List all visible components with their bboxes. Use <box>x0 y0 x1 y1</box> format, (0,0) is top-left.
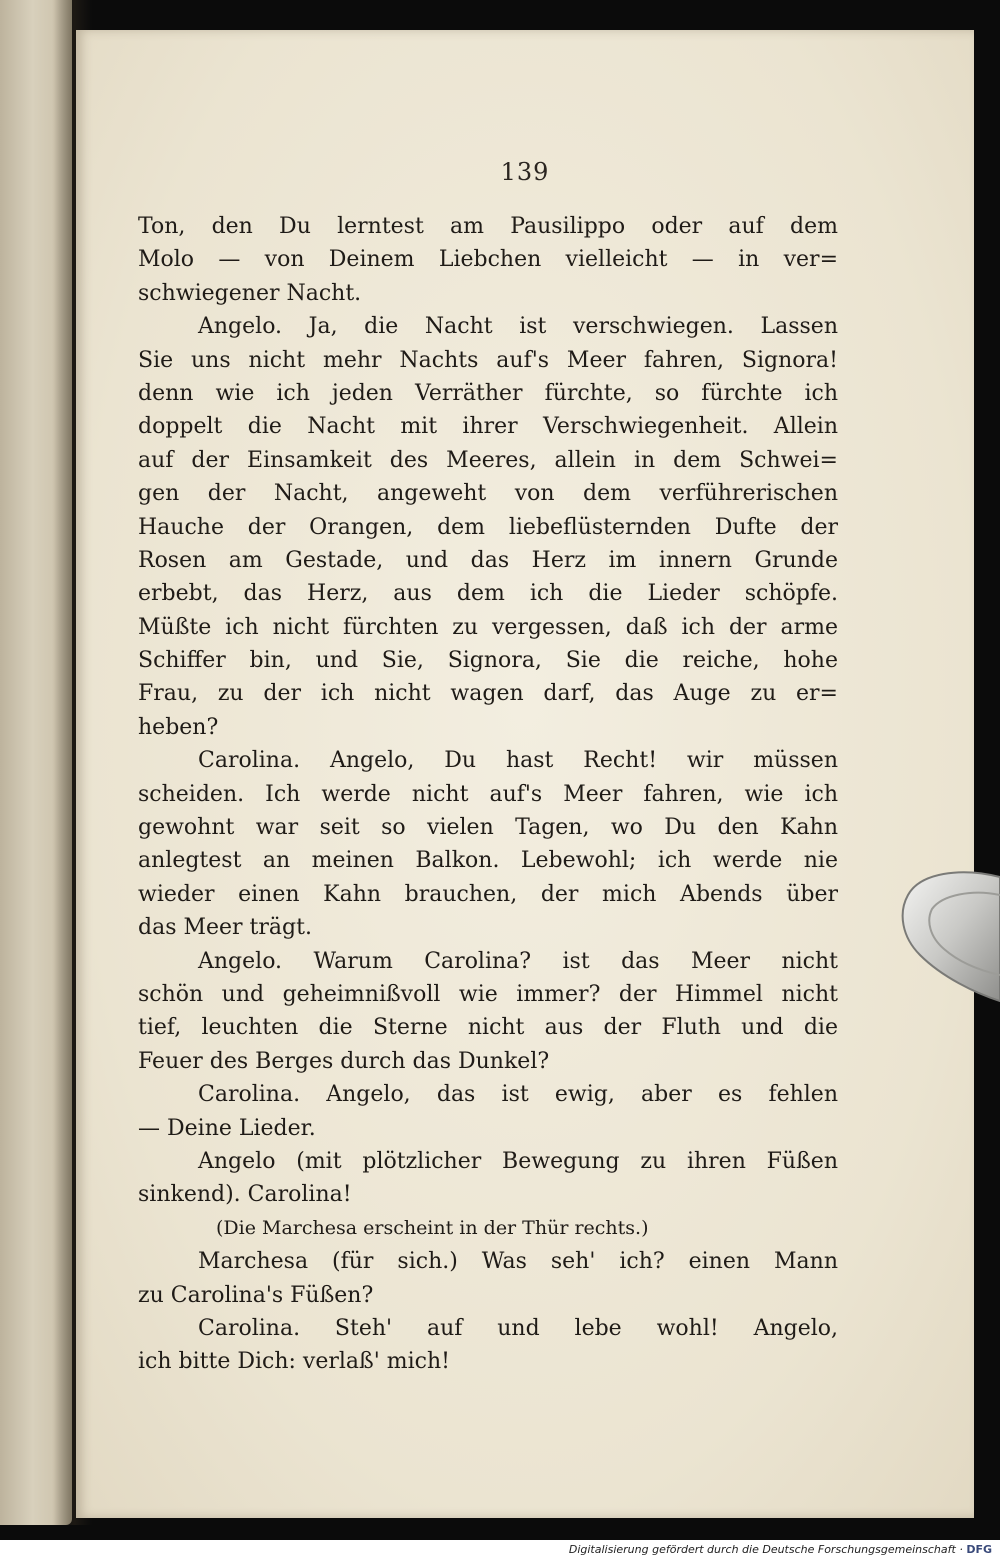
text-line: Hauche der Orangen, dem liebeflüsternden Dufte der <box>138 514 838 540</box>
text-line: denn wie ich jeden Verräther fürchte, so fürchte ich <box>138 380 838 406</box>
text-line: Angelo (mit plötzlicher Bewegung zu ihren Füßen <box>198 1148 838 1174</box>
stage-direction: (Die Marchesa erscheint in der Thür rechts.) <box>216 1216 649 1239</box>
text-line: Ton, den Du lerntest am Pausilippo oder auf dem <box>138 214 838 239</box>
text-line: gen der Nacht, angeweht von dem verführerischen <box>138 481 838 507</box>
text-line: gewohnt war seit so vielen Tagen, wo Du den Kahn <box>138 815 838 841</box>
text-line: wieder einen Kahn brauchen, der mich Abends über <box>138 881 838 907</box>
text-line: schwiegener Nacht. <box>138 280 362 306</box>
book-page <box>76 30 974 1518</box>
dfg-logo: DFG <box>966 1543 992 1556</box>
text-line: Carolina. Angelo, Du hast Recht! wir müssen <box>198 748 838 774</box>
text-line: scheiden. Ich werde nicht auf's Meer fahren, wie ich <box>138 781 838 807</box>
text-line: Schiffer bin, und Sie, Signora, Sie die reiche, hohe <box>138 648 838 674</box>
text-line: Carolina. Angelo, das ist ewig, aber es fehlen <box>198 1082 838 1108</box>
text-line: Angelo. Ja, die Nacht ist verschwiegen. Lassen <box>198 314 838 340</box>
text-line: tief, leuchten die Sterne nicht aus der Fluth und die <box>138 1015 838 1041</box>
text-line: Frau, zu der ich nicht wagen darf, das Auge zu er= <box>138 681 838 707</box>
text-line: Rosen am Gestade, und das Herz im innern Grunde <box>138 547 838 573</box>
text-line: Feuer des Berges durch das Dunkel? <box>138 1048 550 1074</box>
text-line: anlegtest an meinen Balkon. Lebewohl; ich werde nie <box>138 848 838 874</box>
text-line: ich bitte Dich: verlaß' mich! <box>138 1349 450 1375</box>
text-line: das Meer trägt. <box>138 915 312 941</box>
text-line: zu Carolina's Füßen? <box>138 1282 374 1308</box>
page-clip <box>880 865 1000 1015</box>
digitization-credit: Digitalisierung gefördert durch die Deutsche Forschungsgemeinschaft · DFG <box>568 1543 992 1556</box>
credit-text: Digitalisierung gefördert durch die Deutsche Forschungsgemeinschaft <box>568 1543 956 1556</box>
text-line: — Deine Lieder. <box>138 1115 316 1141</box>
text-line: Müßte ich nicht fürchten zu vergessen, daß ich der arme <box>138 614 838 640</box>
text-line: sinkend). Carolina! <box>138 1182 352 1208</box>
text-line: schön und geheimnißvoll wie immer? der Himmel nicht <box>138 981 838 1007</box>
text-line: Carolina. Steh' auf und lebe wohl! Angelo, <box>198 1315 838 1341</box>
text-line: heben? <box>138 714 219 740</box>
text-line: Angelo. Warum Carolina? ist das Meer nicht <box>198 948 838 974</box>
text-line: erbebt, das Herz, aus dem ich die Lieder schöpfe. <box>138 581 838 607</box>
page-number: 139 <box>500 158 550 186</box>
text-line: Marchesa (für sich.) Was seh' ich? einen Mann <box>198 1249 838 1275</box>
page-text <box>138 210 838 1379</box>
text-line: doppelt die Nacht mit ihrer Verschwiegenheit. Allein <box>138 414 838 440</box>
text-line: Sie uns nicht mehr Nachts auf's Meer fahren, Signora! <box>138 347 838 373</box>
text-line: Molo — von Deinem Liebchen vielleicht — in ver= <box>138 247 838 273</box>
text-line: auf der Einsamkeit des Meeres, allein in dem Schwei= <box>138 447 838 473</box>
